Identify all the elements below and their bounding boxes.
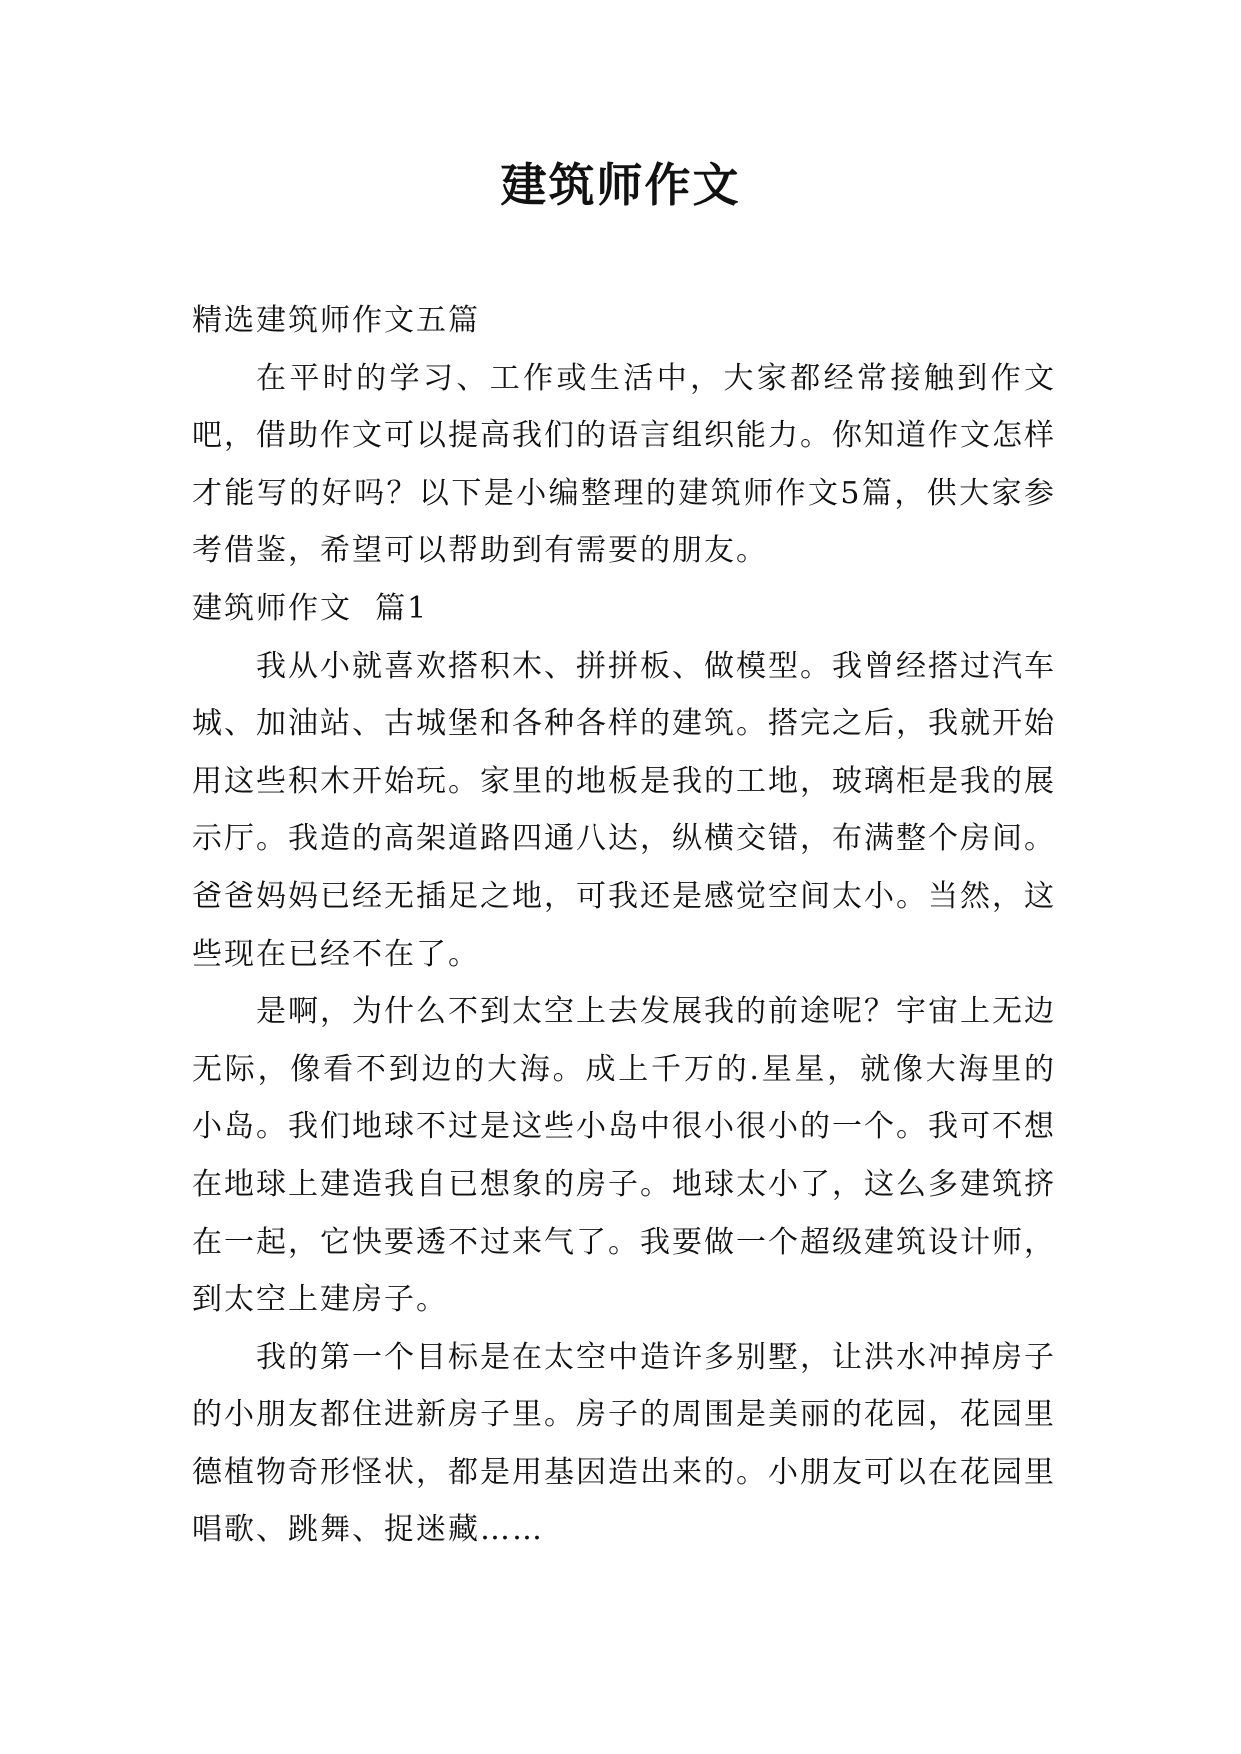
subtitle: 精选建筑师作文五篇 — [192, 303, 480, 338]
document-body — [192, 292, 1056, 1559]
document-title: 建筑师作文 — [500, 158, 741, 212]
body-paragraph-2: 是啊，为什么不到太空上去发展我的前途呢？宇宙上无边无际，像看不到边的大海。成上千万的.星星，就像大海里的小岛。我们地球不过是这些小岛中很小很小的一个。我可不想在地球上建造我自已想象的房子。地球太小了，这么多建筑挤在一起，它快要透不过来气了。我要做一个超级建筑设计师，到太空上建房子。 — [192, 994, 1056, 1318]
section-heading: 建筑师作文 篇1 — [192, 590, 429, 626]
intro-paragraph: 在平时的学习、工作或生活中，大家都经常接触到作文吧，借助作文可以提高我们的语言组织能力。你知道作文怎样才能写的好吗？以下是小编整理的建筑师作文5篇，供大家参考借鉴，希望可以帮助到有需要的朋友。 — [192, 360, 1056, 569]
body-paragraph-3: 我的第一个目标是在太空中造许多别墅，让洪水冲掉房子的小朋友都住进新房子里。房子的周围是美丽的花园，花园里德植物奇形怪状，都是用基因造出来的。小朋友可以在花园里唱歌、跳舞、捉迷藏…… — [192, 1339, 1056, 1548]
body-paragraph-1: 我从小就喜欢搭积木、拼拼板、做模型。我曾经搭过汽车城、加油站、古城堡和各种各样的建筑。搭完之后，我就开始用这些积木开始玩。家里的地板是我的工地，玻璃柜是我的展示厅。我造的高架道路四通八达，纵横交错，布满整个房间。爸爸妈妈已经无插足之地，可我还是感觉空间太小。当然，这些现在已经不在了。 — [192, 648, 1056, 972]
